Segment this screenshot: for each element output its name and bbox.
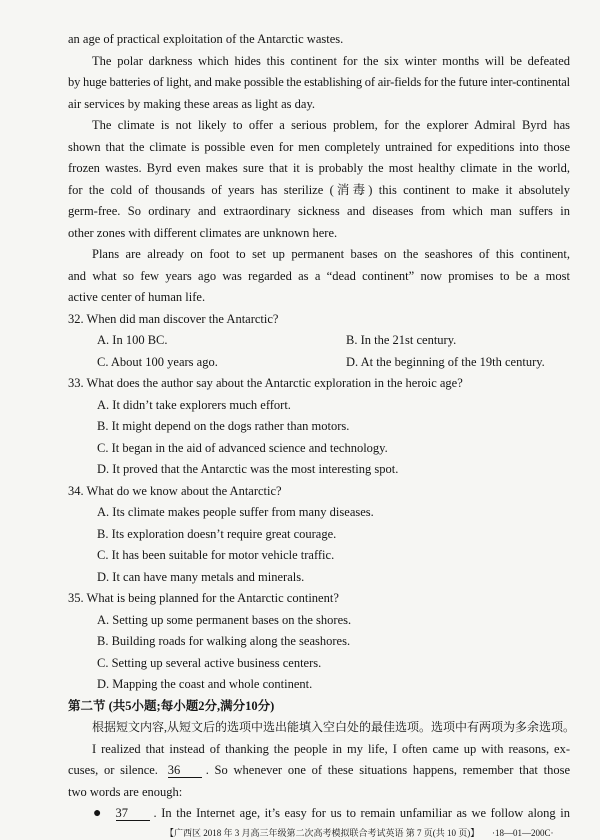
option-c[interactable]: C. It began in the aid of advanced science and technology.	[97, 440, 388, 455]
passage-line: germ-free. So ordinary and extraordinary sickness and diseases from which man suffers in	[68, 204, 570, 218]
option-d[interactable]: D. It can have many metals and minerals.	[97, 569, 305, 584]
option-d[interactable]: D. Mapping the coast and whole continent.	[97, 677, 313, 691]
passage-line-with-blank	[68, 760, 570, 782]
passage-line: by huge batteries of light, and make possible the establishing of air-fields for the future inter-continental	[68, 75, 570, 89]
option-b[interactable]: B. Building roads for walking along the seashores.	[97, 634, 351, 648]
bullet-icon: ●	[93, 806, 103, 821]
passage	[68, 29, 570, 309]
section-2	[68, 696, 576, 825]
text-after-blank: . In the Internet age, it’s easy for us to remain unfamiliar as we follow along in	[153, 806, 570, 820]
text-before-blank: cuses, or silence.	[68, 763, 158, 777]
passage-line: Plans are already on foot to set up permanent bases on the seashores of this continent,	[92, 247, 570, 261]
option-c[interactable]: C. About 100 years ago.	[97, 354, 218, 369]
passage-line: The polar darkness which hides this continent for the six winter months will be defeated	[92, 53, 570, 68]
question-stem: 33. What does the author say about the Antarctic exploration in the heroic age?	[68, 376, 463, 390]
section-directions: 根据短文内容,从短文后的选项中选出能填入空白处的最佳选项。选项中有两项为多余选项。	[92, 720, 576, 734]
option-b[interactable]: B. Its exploration doesn’t require great courage.	[97, 526, 337, 541]
text-after-blank: . So whenever one of these situations happens, remember that those	[205, 763, 570, 777]
option-row	[68, 330, 570, 352]
question-stem: 32. When did man discover the Antarctic?	[68, 311, 279, 326]
question-stem: 35. What is being planned for the Antarctic continent?	[68, 591, 339, 605]
question-33	[68, 373, 570, 481]
exam-info: 【广西区 2018 年 3 月高三年级第二次高考模拟联合考试英语 第 7 页(共 10 页)】	[165, 828, 480, 838]
passage-line: I realized that instead of thanking the people in my life, I often came up with reasons, ex-	[92, 741, 570, 756]
passage-line: air services by making these areas as light as day.	[68, 96, 316, 111]
option-a[interactable]: A. In 100 BC.	[97, 333, 168, 347]
option-c[interactable]: C. It has been suitable for motor vehicle traffic.	[97, 548, 335, 562]
section-heading: 第二节 (共5小题;每小题2分,满分10分)	[68, 698, 275, 713]
bullet-line-with-blank	[68, 803, 570, 825]
passage-line: for the cold of thousands of years has sterilize (消毒) this continent to make it absolutely	[68, 182, 570, 197]
question-32	[68, 309, 570, 374]
passage-line: shown that the climate is possible even for men completely untrained for expeditions into those	[68, 139, 570, 154]
passage-line: The climate is not likely to offer a serious problem, for the explorer Admiral Byrd has	[92, 118, 570, 132]
option-c[interactable]: C. Setting up several active business centers.	[97, 655, 322, 670]
passage-line: two words are enough:	[68, 784, 183, 799]
blank-36[interactable]: 36	[168, 763, 202, 778]
page-footer	[0, 827, 600, 839]
option-a[interactable]: A. It didn’t take explorers much effort.	[97, 397, 291, 412]
option-d[interactable]: D. At the beginning of the 19th century.	[346, 354, 545, 369]
question-35	[68, 588, 570, 696]
question-34	[68, 481, 570, 589]
page-content	[68, 29, 576, 825]
passage-line: an age of practical exploitation of the Antarctic wastes.	[68, 32, 344, 46]
passage-line: other zones with different climates are unknown here.	[68, 225, 338, 240]
exam-code: ·18—01—200C·	[492, 828, 554, 838]
option-b[interactable]: B. In the 21st century.	[346, 333, 457, 347]
question-stem: 34. What do we know about the Antarctic?	[68, 483, 282, 498]
option-a[interactable]: A. Setting up some permanent bases on the shores.	[97, 612, 352, 627]
option-a[interactable]: A. Its climate makes people suffer from many diseases.	[97, 505, 374, 519]
option-d[interactable]: D. It proved that the Antarctic was the most interesting spot.	[97, 462, 399, 476]
passage-line: and what so few years ago was regarded as a “dead continent” now promises to be a most	[68, 268, 570, 283]
passage-line: frozen wastes. Byrd even makes sure that it is probably the most healthy climate in the world,	[68, 161, 570, 175]
passage-line: active center of human life.	[68, 290, 206, 304]
blank-37[interactable]: 37	[116, 806, 150, 821]
option-b[interactable]: B. It might depend on the dogs rather than motors.	[97, 419, 350, 433]
option-row	[68, 352, 570, 374]
